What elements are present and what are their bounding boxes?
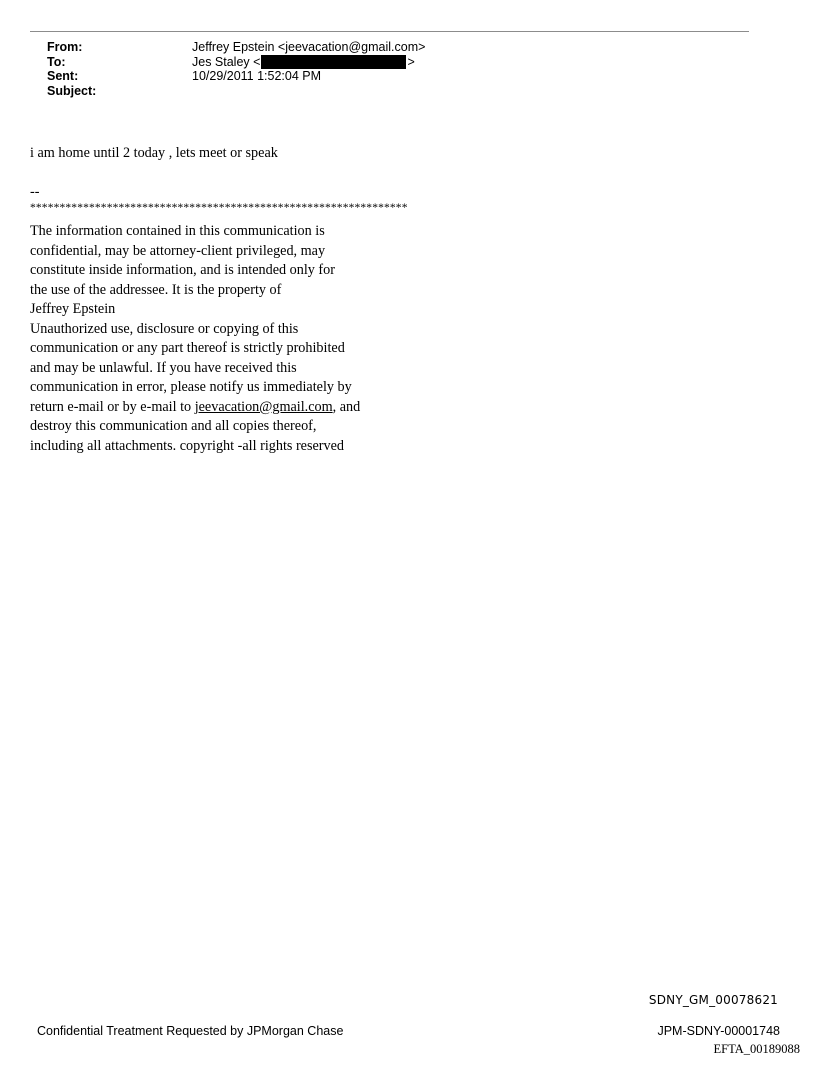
from-label: From: (47, 40, 83, 54)
to-label: To: (47, 54, 66, 69)
disclaimer-line: destroy this communication and all copies thereof, (30, 418, 317, 434)
confidential-notice: Confidential Treatment Requested by JPMorgan Chase (37, 1024, 344, 1038)
email-link[interactable]: jeevacation@gmail.com (194, 398, 333, 415)
to-row (47, 55, 425, 70)
disclaimer-line: the use of the addressee. It is the property of (30, 281, 282, 298)
disclaimer-line-with-link (30, 398, 360, 418)
header-divider (30, 31, 749, 32)
disclaimer-line: confidential, may be attorney-client privileged, may (30, 242, 326, 259)
disclaimer (30, 222, 360, 456)
disclaimer-line: Unauthorized use, disclosure or copying of this (30, 320, 299, 337)
sent-row (47, 69, 425, 84)
subject-label: Subject: (47, 83, 97, 98)
redaction-box (261, 55, 406, 69)
bates-number-jpm: JPM-SDNY-00001748 (657, 1024, 780, 1038)
disclaimer-line: Jeffrey Epstein (30, 301, 116, 317)
sent-value: 10/29/2011 1:52:04 PM (192, 69, 322, 83)
bates-number-efta: EFTA_00189088 (713, 1042, 800, 1056)
disclaimer-line: communication in error, please notify us immediately by (30, 379, 352, 395)
to-closing-bracket: > (407, 54, 415, 69)
email-header (47, 40, 425, 98)
to-value (192, 55, 415, 70)
to-name: Jes Staley < (192, 54, 261, 69)
disclaimer-line: communication or any part thereof is strictly prohibited (30, 340, 345, 356)
disclaimer-link-suffix: , and (332, 398, 361, 415)
subject-row (47, 84, 425, 99)
from-value: Jeffrey Epstein <jeevacation@gmail.com> (192, 40, 426, 54)
disclaimer-line: and may be unlawful. If you have received this (30, 359, 297, 376)
bates-number-sdny: SDNY_GM_00078621 (648, 993, 778, 1007)
disclaimer-link-prefix: return e-mail or by e-mail to (30, 398, 195, 415)
signature-dashes: -- (30, 184, 40, 200)
disclaimer-line: The information contained in this communication is (30, 223, 325, 239)
message-text: i am home until 2 today , lets meet or speak (30, 145, 278, 161)
sent-label: Sent: (47, 69, 79, 83)
from-row (47, 40, 425, 55)
disclaimer-line: including all attachments. copyright -all rights reserved (30, 437, 345, 454)
disclaimer-line: constitute inside information, and is intended only for (30, 262, 335, 278)
signature-stars: **************************************************************** (30, 202, 408, 214)
